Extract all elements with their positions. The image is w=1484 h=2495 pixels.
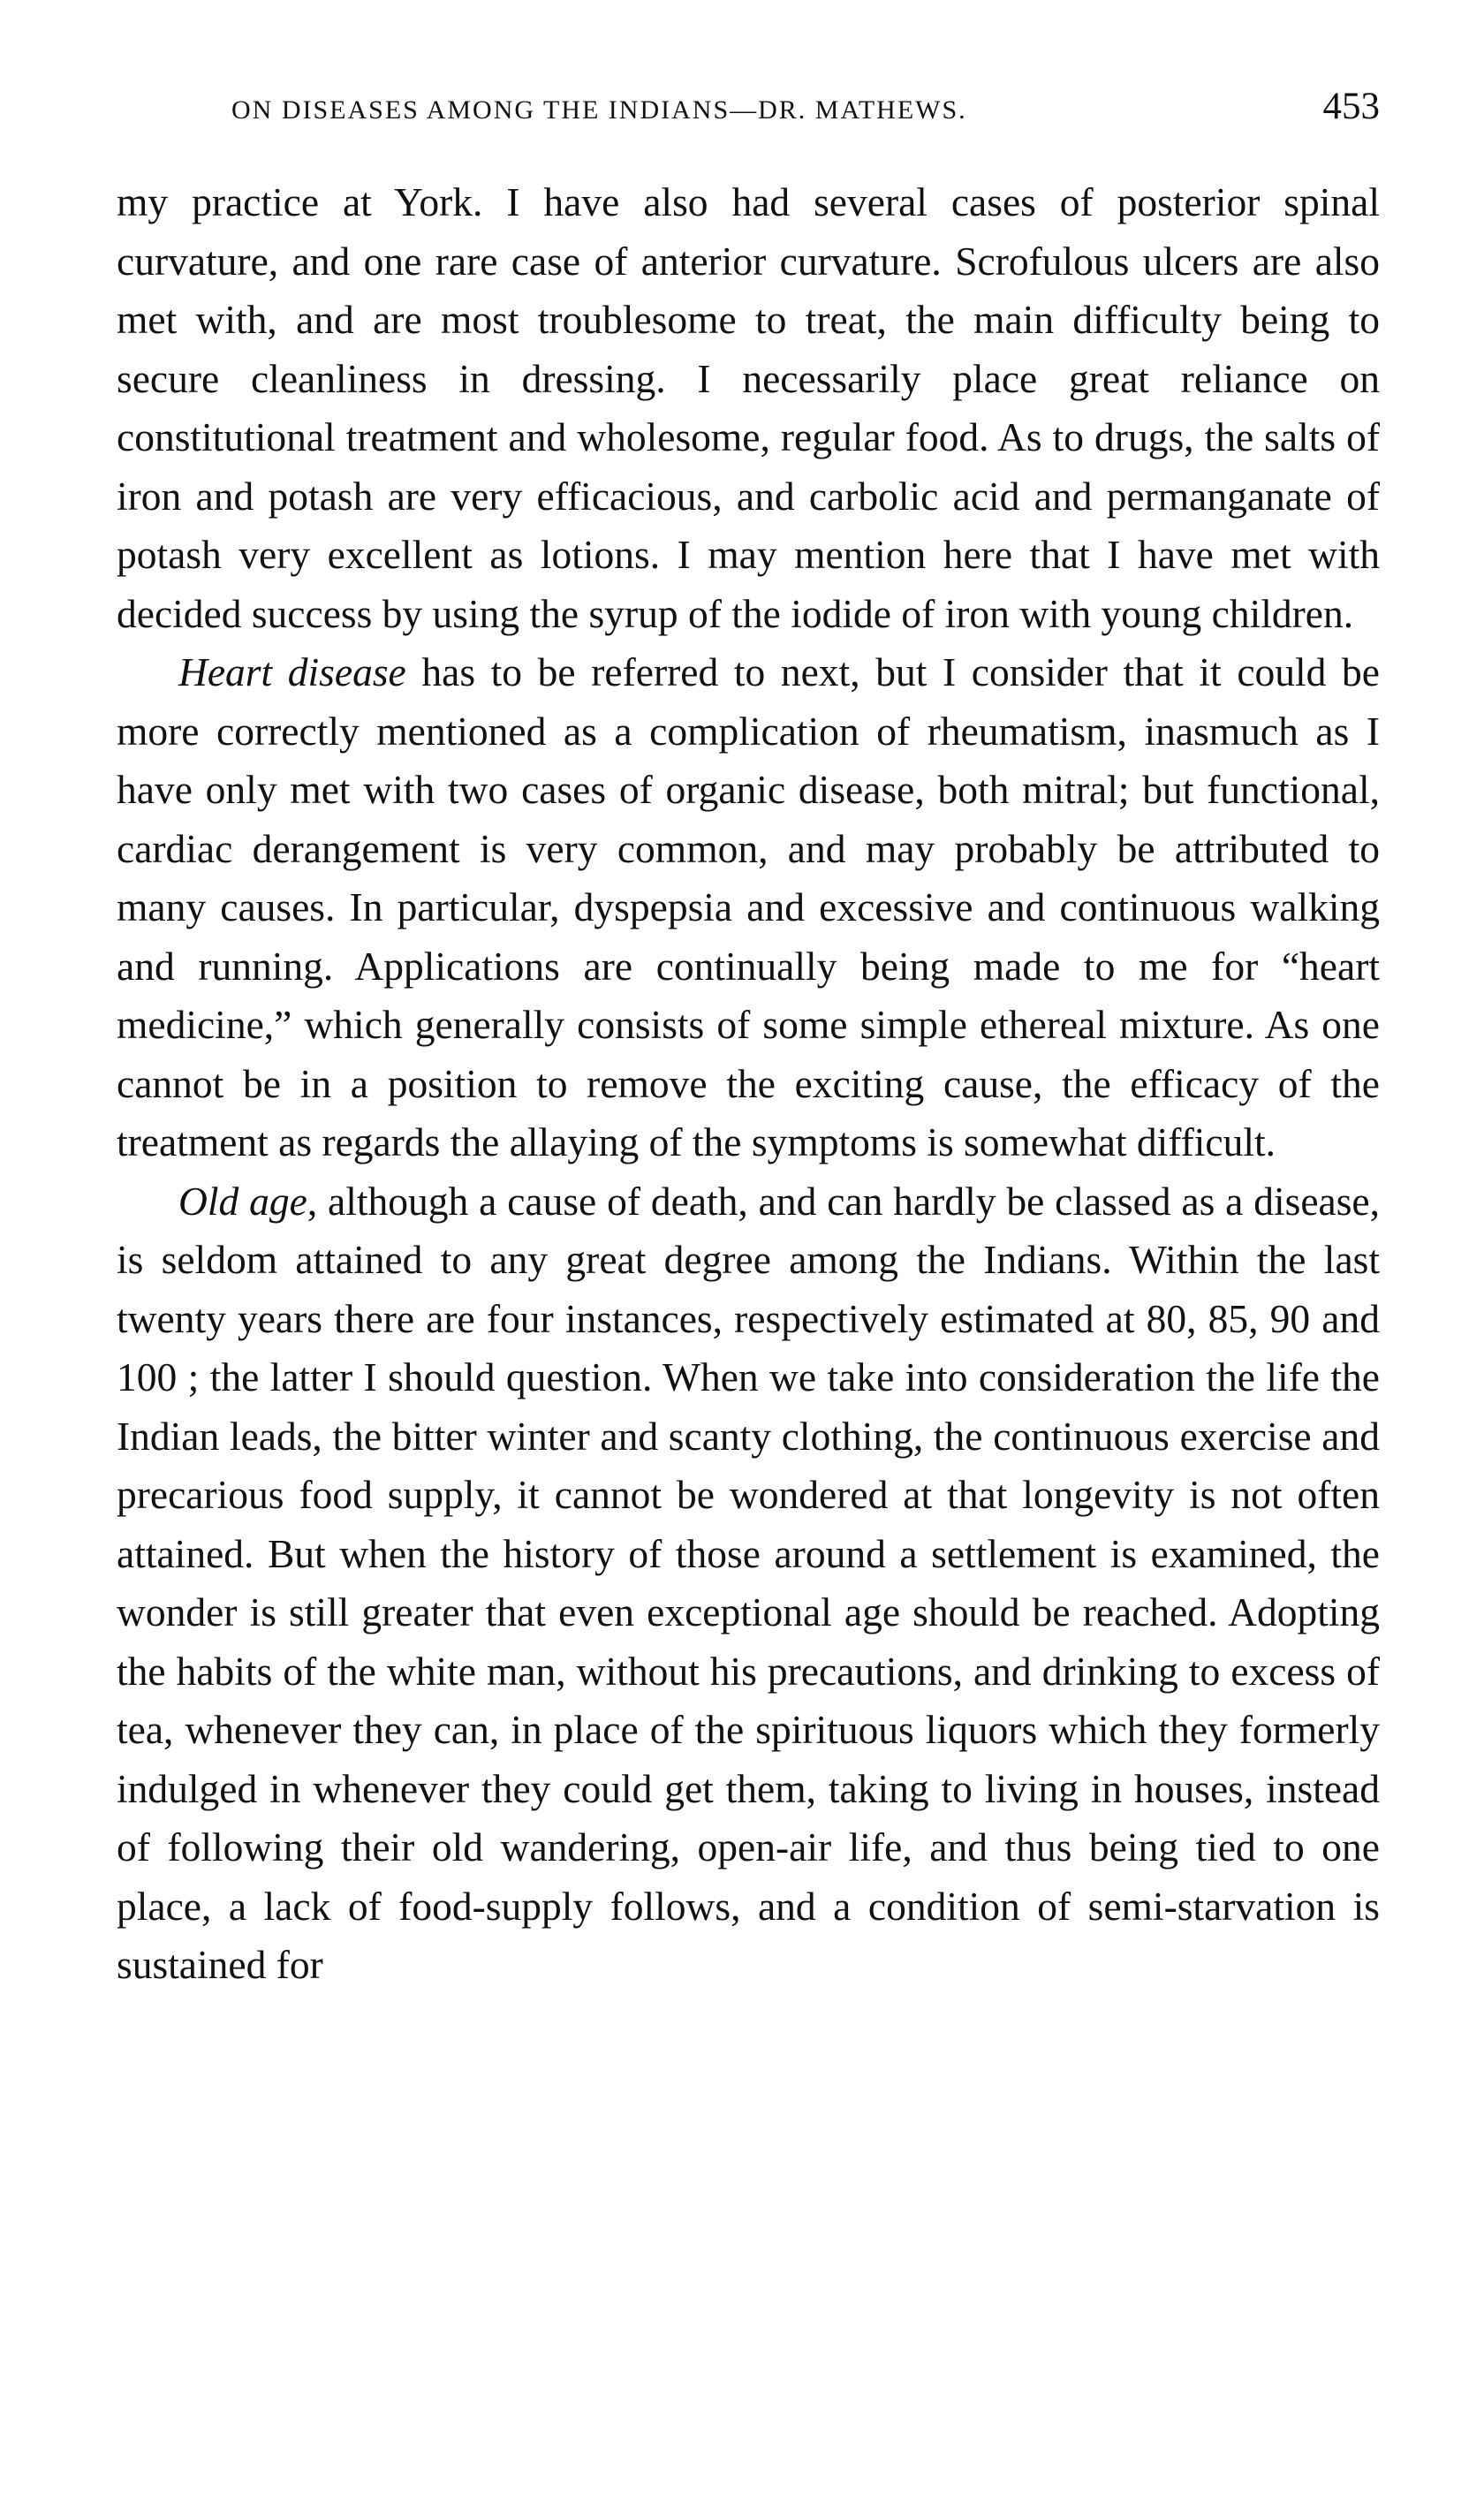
running-header bbox=[117, 85, 1380, 155]
paragraph-old-age bbox=[117, 1172, 1380, 1995]
document-page bbox=[117, 85, 1380, 1995]
paragraph-continuation bbox=[117, 173, 1380, 643]
paragraph-text: has to be referred to next, but I consider that it could be more correctly mentioned as a complication of rheumatism, inasmuch as I have only met with two cases of organic disease, both mitral; but functional, cardiac derangement is very common, and may probably be attributed to many causes. In particular, dyspepsia and excessive and continuous walking and running. Applications are continually being made to me for “heart medicine,” which generally consists of some simple ethereal mixture. As one cannot be in a position to remove the exciting cause, the efficacy of the treatment as regards the allaying of the symptoms is somewhat difficult. bbox=[117, 649, 1380, 1164]
body-text bbox=[117, 173, 1380, 1995]
page-number: 453 bbox=[1322, 86, 1380, 127]
old-age-term: Old age bbox=[178, 1178, 307, 1224]
paragraph-text: my practice at York. I have also had several cases of posterior spinal curvature, and one rare case of anterior curvature. Scrofulous ulcers are also met with, and are most troublesome to treat, the main difficulty being to secure cleanliness in dressing. I necessarily place great reliance on constitutional treatment and wholesome, regular food. As to drugs, the salts of iron and potash are very efficacious, and carbolic acid and permanganate of potash very excellent as lotions. I may mention here that I have met with decided success by using the syrup of the iodide of iron with young children. bbox=[117, 179, 1380, 636]
paragraph-text: , although a cause of death, and can hardly be classed as a disease, is seldom attained to any great degree among the Indians. Within the last twenty years there are four instances, respectively estimated at 80, 85, 90 and 100 ; the latter I should question. When we take into consideration the life the Indian leads, the bitter winter and scanty clothing, the continuous exercise and precarious food supply, it cannot be wondered at that longevity is not often attained. But when the history of those around a settlement is examined, the wonder is still greater that even exceptional age should be reached. Adopting the habits of the white man, without his precautions, and drinking to excess of tea, whenever they can, in place of the spirituous liquors which they formerly indulged in whenever they could get them, taking to living in houses, instead of following their old wandering, open-air life, and thus being tied to one place, a lack of food-supply follows, and a condition of semi-starvation is sustained for bbox=[117, 1178, 1380, 1987]
running-title: ON DISEASES AMONG THE INDIANS—DR. MATHEWS. bbox=[231, 95, 967, 125]
heart-disease-term: Heart disease bbox=[178, 649, 406, 694]
paragraph-heart-disease bbox=[117, 643, 1380, 1172]
